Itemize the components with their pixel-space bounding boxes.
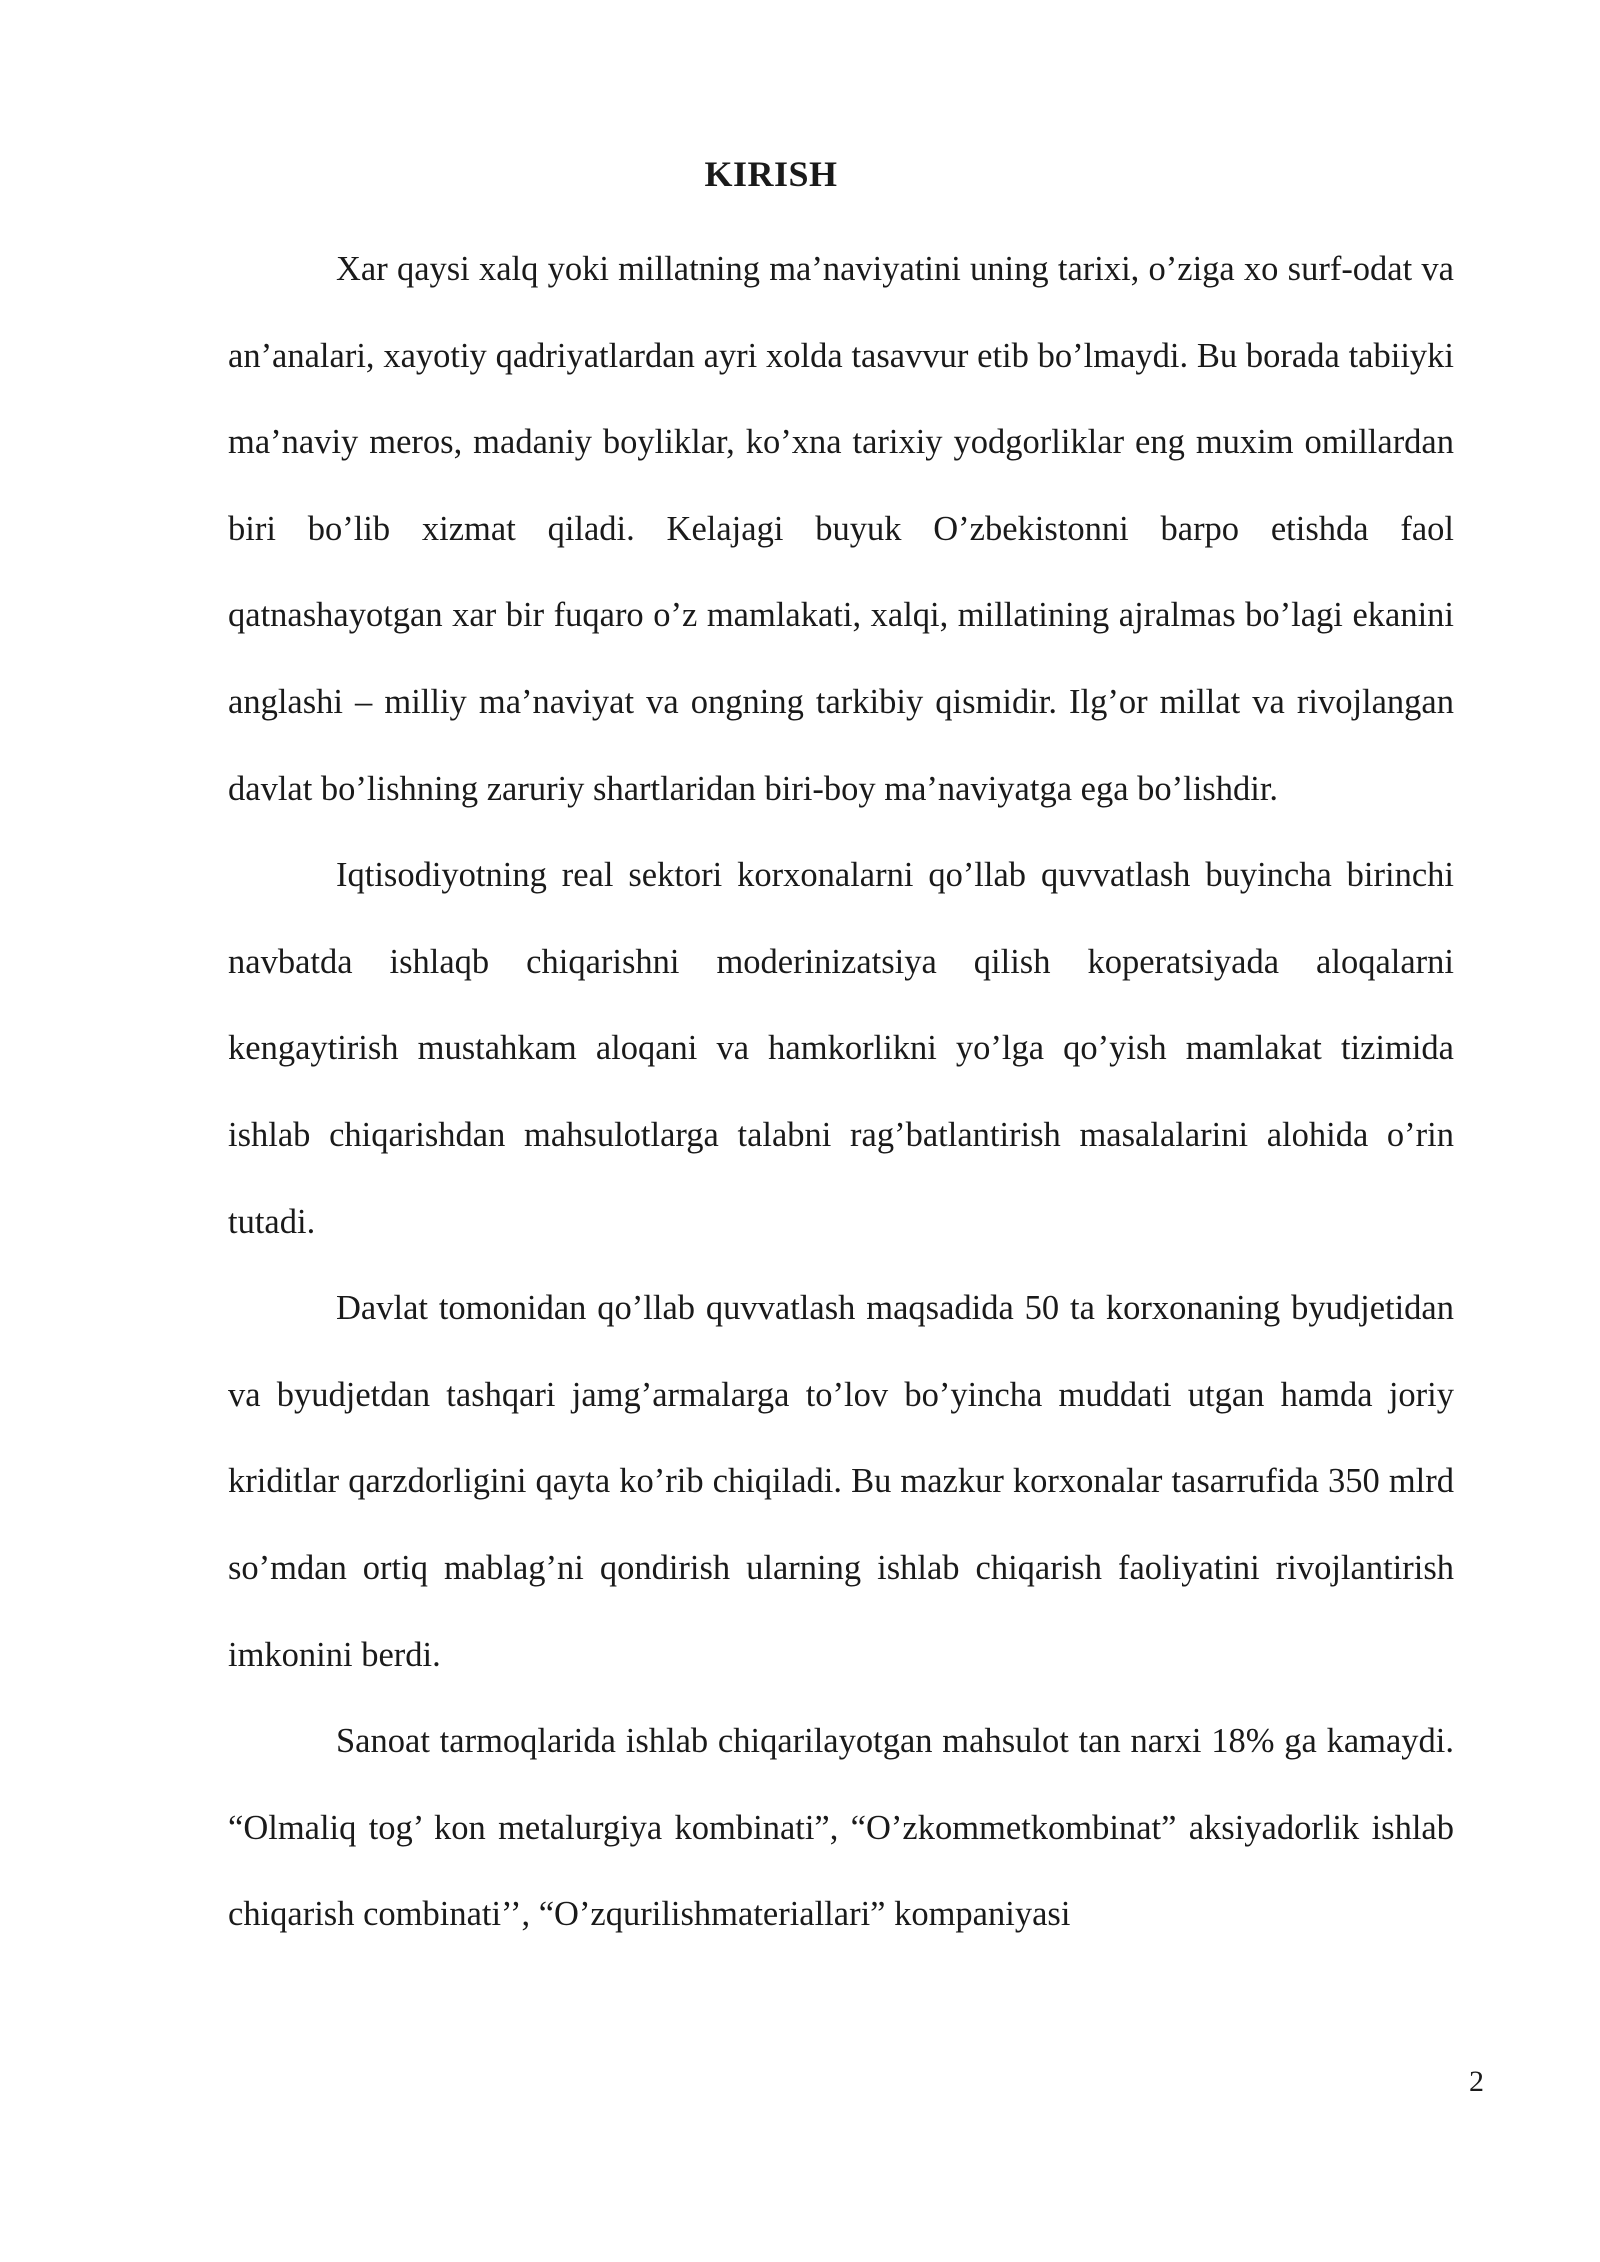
paragraph: Iqtisodiyotning real sektori korxonalarni qo’llab quvvatlash buyincha birinchi navbatda ishlaqb chiqarishni moderinizatsiya qilish koperatsiyada aloqalarni kengaytirish mustahkam aloqani va hamkorlikni yo’lga qo’yish mamlakat tizimida ishlab chiqarishdan mahsulotlarga talabni rag’batlantirish masalalarini alohida o’rin tutadi. <box>228 856 1454 1241</box>
paragraph: Xar qaysi xalq yoki millatning ma’naviyatini uning tarixi, o’ziga xo surf-odat va an’analari, xayotiy qadriyatlardan ayri xolda tasavvur etib bo’lmaydi. Bu borada tabiiyki ma’naviy meros, madaniy boyliklar, ko’xna tarixiy yodgorliklar eng muxim omillardan biri bo’lib xizmat qiladi. Kelajagi buyuk O’zbekistonni barpo etishda faol qatnashayotgan xar bir fuqaro o’z mamlakati, xalqi, millatining ajralmas bo’lagi ekanini anglashi – milliy ma’naviyat va ongning tarkibiy qismidir. Ilg’or millat va rivojlangan davlat bo’lishning zaruriy shartlaridan biri-boy ma’naviyatga ega bo’lishdir. <box>228 250 1454 808</box>
body-text <box>228 226 1454 1958</box>
page-number: 2 <box>1469 2065 1484 2098</box>
page-title: KIRISH <box>704 154 838 194</box>
paragraph: Sanoat tarmoqlarida ishlab chiqarilayotgan mahsulot tan narxi 18% ga kamaydi. “Olmaliq tog’ kon metalurgiya kombinati”, “O’zkommetkombinat” aksiyadorlik ishlab chiqarish combinati’’, “O’zqurilishmateriallari” kompaniyasi <box>228 1722 1454 1934</box>
paragraph: Davlat tomonidan qo’llab quvvatlash maqsadida 50 ta korxonaning byudjetidan va byudjetdan tashqari jamg’armalarga to’lov bo’yincha muddati utgan hamda joriy kriditlar qarzdorligini qayta ko’rib chiqiladi. Bu mazkur korxonalar tasarrufida 350 mlrd so’mdan ortiq mablag’ni qondirish ularning ishlab chiqarish faoliyatini rivojlantirish imkonini berdi. <box>228 1289 1454 1674</box>
